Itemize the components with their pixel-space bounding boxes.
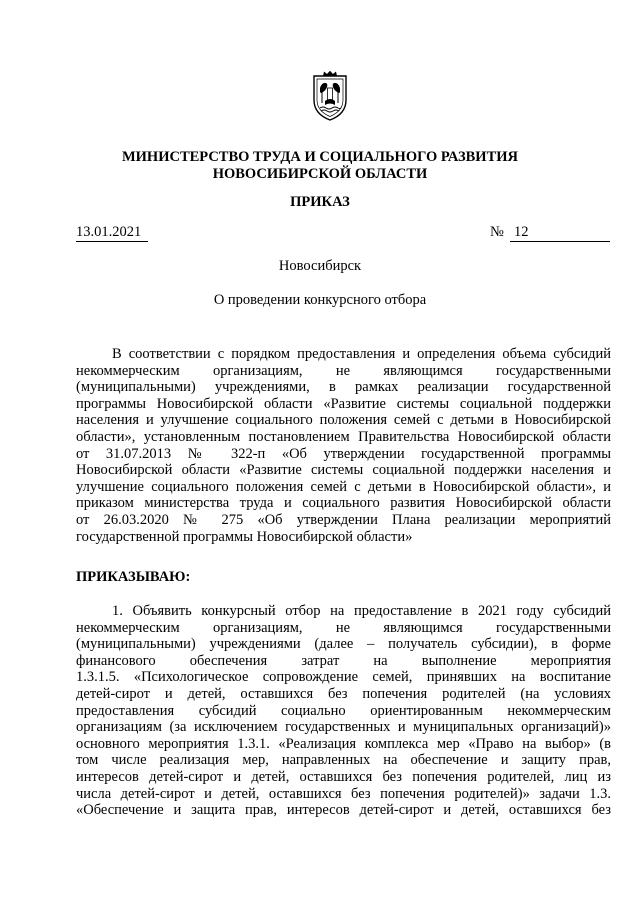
order-number: 12 bbox=[514, 224, 529, 240]
item-1-line: 1. Объявить конкурсный отбор на предоставление в 2021 году субсидий bbox=[112, 603, 611, 619]
preamble-line: некоммерческим организациям, не являющимся государственными bbox=[76, 362, 611, 379]
item-1-line: финансового обеспечения затрат на выполнение мероприятия bbox=[76, 652, 611, 669]
decree-heading: ПРИКАЗЫВАЮ: bbox=[76, 569, 191, 585]
preamble-line: от 31.07.2013 № 322-п «Об утверждении государственной программы bbox=[76, 445, 611, 462]
item-1-line: том числе реализация мер, направленных на обеспечение и защиту прав, bbox=[76, 752, 611, 769]
preamble-line: государственной программы Новосибирской области» bbox=[76, 528, 413, 545]
preamble-line: населения и улучшение социального положения семей с детьми в Новосибирской bbox=[76, 412, 611, 429]
item-1-line: организациям (за исключением государственных и муниципальных организаций)» bbox=[76, 719, 611, 736]
preamble-line: В соответствии с порядком предоставления и определения объема субсидий bbox=[112, 346, 611, 362]
preamble-line: Новосибирской области «Развитие системы социальной поддержки населения и bbox=[76, 462, 611, 479]
coat-of-arms-emblem bbox=[311, 70, 349, 122]
preamble-line: приказом министерства труда и социального развития Новосибирской области bbox=[76, 495, 611, 512]
preamble-line: от 26.03.2020 № 275 «Об утверждении Плана реализации мероприятий bbox=[76, 511, 611, 528]
item-1-line: интересов детей-сирот и детей, оставшихся без попечения родителей, лиц из bbox=[76, 768, 611, 785]
item-1-paragraph bbox=[76, 603, 611, 819]
item-1-line: детей-сирот и детей, оставшихся без попечения родителей (на условиях bbox=[76, 685, 611, 702]
ministry-name bbox=[60, 149, 580, 183]
city: Новосибирск bbox=[278, 258, 362, 274]
item-1-line: основного мероприятия 1.3.1. «Реализация комплекса мер «Право на выбор» (в bbox=[76, 735, 611, 752]
order-title: ПРИКАЗ bbox=[290, 194, 350, 210]
order-date: 13.01.2021 bbox=[76, 224, 148, 242]
order-subject: О проведении конкурсного отбора bbox=[213, 292, 427, 308]
item-1-line: предоставления субсидий социально ориентированным некоммерческим bbox=[76, 702, 611, 719]
item-1-line: 1.3.1.5. «Психологическое сопровождение семей, принявших на воспитание bbox=[76, 669, 611, 686]
item-1-line: (муниципальными) учреждениями (далее – получатель субсидии), в форме bbox=[76, 636, 611, 653]
item-1-line: некоммерческим организациям, не являющимся государственными bbox=[76, 619, 611, 636]
preamble-line: области», установленным постановлением Правительства Новосибирской области bbox=[76, 428, 611, 445]
ministry-line-1: МИНИСТЕРСТВО ТРУДА И СОЦИАЛЬНОГО РАЗВИТИЯ bbox=[121, 149, 519, 165]
preamble-line: улучшение социального положения семей с детьми в Новосибирской области», и bbox=[76, 478, 611, 495]
preamble-line: программы Новосибирской области «Развитие системы социальной поддержки bbox=[76, 395, 611, 412]
item-1-line: «Обеспечение и защита прав, интересов детей-сирот и детей, оставшихся без bbox=[76, 802, 611, 819]
order-number-field bbox=[510, 224, 610, 242]
preamble-paragraph bbox=[76, 346, 611, 545]
preamble-line: (муниципальными) учреждениями, в рамках реализации государственной bbox=[76, 379, 611, 396]
number-sign: № bbox=[490, 224, 504, 240]
item-1-line: числа детей-сирот и детей, оставшихся без попечения родителей)» задачи 1.3. bbox=[76, 785, 611, 802]
ministry-line-2: НОВОСИБИРСКОЙ ОБЛАСТИ bbox=[212, 166, 428, 182]
